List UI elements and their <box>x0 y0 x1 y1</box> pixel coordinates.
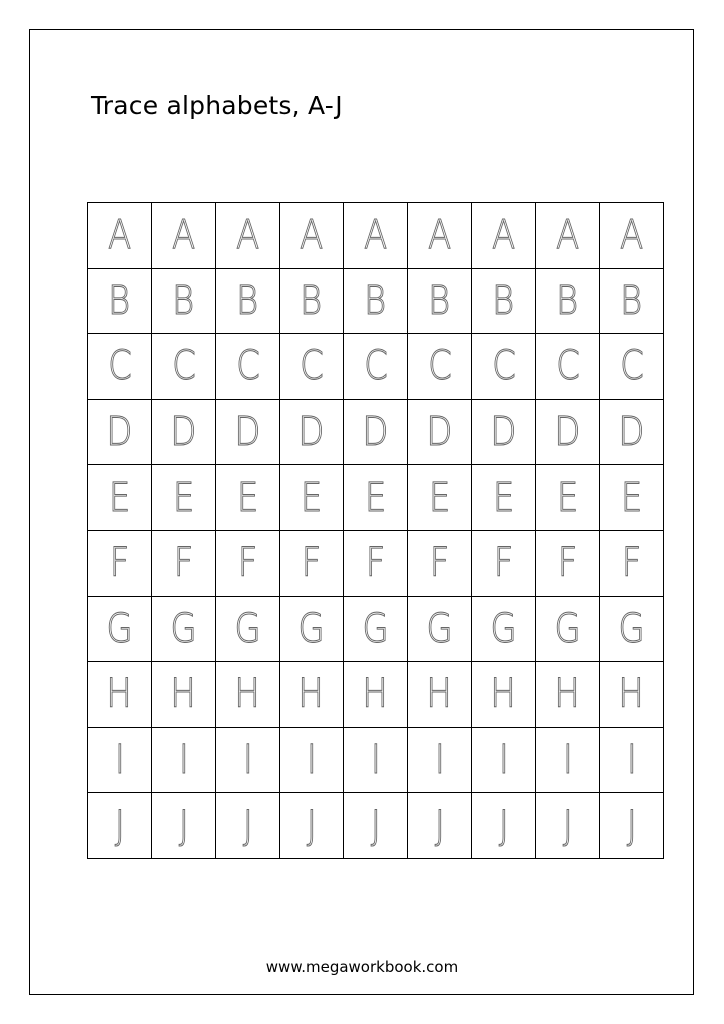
trace-cell <box>88 662 152 728</box>
trace-letter-e: E <box>428 474 451 521</box>
trace-letter-g: G <box>618 605 645 652</box>
trace-letter-e: E <box>236 474 259 521</box>
trace-cell <box>472 597 536 663</box>
trace-cell <box>408 728 472 794</box>
trace-letter-d: D <box>170 409 197 456</box>
trace-letter-i: I <box>498 737 509 784</box>
trace-letter-b: B <box>556 277 579 324</box>
trace-cell <box>280 400 344 466</box>
trace-cell <box>344 597 408 663</box>
trace-cell <box>152 662 216 728</box>
trace-letter-g: G <box>234 605 261 652</box>
trace-cell <box>472 465 536 531</box>
trace-cell <box>152 531 216 597</box>
trace-letter-h: H <box>554 671 581 718</box>
trace-letter-d: D <box>298 409 325 456</box>
trace-cell <box>600 597 664 663</box>
trace-letter-a: A <box>171 212 196 259</box>
trace-cell <box>344 531 408 597</box>
trace-cell <box>216 269 280 335</box>
trace-letter-c: C <box>235 343 260 390</box>
trace-cell <box>344 728 408 794</box>
trace-cell <box>344 269 408 335</box>
trace-letter-f: F <box>365 540 386 587</box>
trace-letter-g: G <box>362 605 389 652</box>
trace-letter-b: B <box>428 277 451 324</box>
trace-letter-d: D <box>618 409 645 456</box>
trace-cell <box>88 597 152 663</box>
trace-cell <box>408 203 472 269</box>
trace-letter-a: A <box>619 212 644 259</box>
trace-letter-f: F <box>429 540 450 587</box>
trace-cell <box>408 662 472 728</box>
trace-letter-h: H <box>298 671 325 718</box>
trace-cell <box>216 334 280 400</box>
trace-letter-j: J <box>178 802 189 849</box>
trace-cell <box>152 597 216 663</box>
trace-letter-e: E <box>364 474 387 521</box>
trace-letter-d: D <box>106 409 133 456</box>
trace-letter-b: B <box>620 277 643 324</box>
trace-letter-i: I <box>178 737 189 784</box>
trace-cell <box>344 400 408 466</box>
trace-letter-e: E <box>172 474 195 521</box>
trace-letter-h: H <box>170 671 197 718</box>
trace-letter-h: H <box>490 671 517 718</box>
trace-cell <box>88 334 152 400</box>
trace-cell <box>472 793 536 859</box>
trace-letter-d: D <box>554 409 581 456</box>
trace-letter-i: I <box>562 737 573 784</box>
trace-cell <box>600 269 664 335</box>
trace-cell <box>408 334 472 400</box>
trace-cell <box>344 662 408 728</box>
trace-letter-a: A <box>491 212 516 259</box>
trace-cell <box>280 662 344 728</box>
trace-cell <box>536 203 600 269</box>
trace-cell <box>536 793 600 859</box>
trace-letter-j: J <box>562 802 573 849</box>
trace-cell <box>216 400 280 466</box>
trace-cell <box>216 793 280 859</box>
trace-letter-e: E <box>108 474 131 521</box>
trace-letter-c: C <box>171 343 196 390</box>
trace-cell <box>216 203 280 269</box>
trace-letter-e: E <box>300 474 323 521</box>
trace-letter-d: D <box>426 409 453 456</box>
trace-letter-g: G <box>298 605 325 652</box>
trace-cell <box>536 269 600 335</box>
trace-letter-b: B <box>236 277 259 324</box>
trace-letter-c: C <box>299 343 324 390</box>
trace-letter-d: D <box>490 409 517 456</box>
trace-cell <box>536 728 600 794</box>
trace-letter-j: J <box>498 802 509 849</box>
trace-cell <box>88 203 152 269</box>
trace-letter-j: J <box>114 802 125 849</box>
trace-cell <box>536 400 600 466</box>
trace-cell <box>280 269 344 335</box>
trace-cell <box>472 400 536 466</box>
trace-cell <box>472 662 536 728</box>
trace-cell <box>536 531 600 597</box>
trace-cell <box>344 203 408 269</box>
trace-letter-e: E <box>492 474 515 521</box>
trace-letter-g: G <box>106 605 133 652</box>
trace-cell <box>472 269 536 335</box>
trace-cell <box>216 597 280 663</box>
trace-letter-d: D <box>234 409 261 456</box>
trace-cell <box>88 531 152 597</box>
trace-letter-a: A <box>235 212 260 259</box>
trace-letter-j: J <box>306 802 317 849</box>
trace-cell <box>536 597 600 663</box>
trace-cell <box>600 662 664 728</box>
trace-cell <box>344 334 408 400</box>
trace-cell <box>408 793 472 859</box>
trace-cell <box>152 269 216 335</box>
trace-cell <box>600 203 664 269</box>
trace-cell <box>600 793 664 859</box>
trace-cell <box>472 334 536 400</box>
trace-cell <box>280 203 344 269</box>
trace-cell <box>216 465 280 531</box>
trace-letter-i: I <box>370 737 381 784</box>
trace-cell <box>536 334 600 400</box>
trace-letter-b: B <box>172 277 195 324</box>
trace-letter-i: I <box>242 737 253 784</box>
trace-letter-j: J <box>370 802 381 849</box>
trace-letter-d: D <box>362 409 389 456</box>
trace-cell <box>280 531 344 597</box>
trace-cell <box>152 465 216 531</box>
trace-cell <box>280 728 344 794</box>
trace-letter-h: H <box>362 671 389 718</box>
trace-letter-i: I <box>626 737 637 784</box>
trace-letter-g: G <box>426 605 453 652</box>
trace-cell <box>152 334 216 400</box>
trace-cell <box>472 203 536 269</box>
trace-cell <box>408 269 472 335</box>
trace-letter-c: C <box>555 343 580 390</box>
trace-cell <box>88 728 152 794</box>
trace-letter-i: I <box>306 737 317 784</box>
trace-letter-j: J <box>242 802 253 849</box>
trace-letter-f: F <box>109 540 130 587</box>
trace-letter-g: G <box>490 605 517 652</box>
trace-letter-e: E <box>620 474 643 521</box>
trace-cell <box>88 465 152 531</box>
trace-letter-a: A <box>427 212 452 259</box>
trace-cell <box>472 728 536 794</box>
trace-cell <box>408 465 472 531</box>
trace-cell <box>88 793 152 859</box>
worksheet-title: Trace alphabets, A-J <box>91 91 343 120</box>
trace-letter-b: B <box>300 277 323 324</box>
trace-letter-a: A <box>555 212 580 259</box>
trace-cell <box>88 269 152 335</box>
trace-letter-h: H <box>618 671 645 718</box>
trace-cell <box>344 465 408 531</box>
trace-letter-a: A <box>107 212 132 259</box>
trace-letter-f: F <box>493 540 514 587</box>
trace-cell <box>536 465 600 531</box>
trace-letter-b: B <box>364 277 387 324</box>
trace-letter-c: C <box>363 343 388 390</box>
trace-cell <box>280 465 344 531</box>
trace-cell <box>280 793 344 859</box>
trace-letter-a: A <box>363 212 388 259</box>
trace-cell <box>280 597 344 663</box>
trace-cell <box>408 531 472 597</box>
website-footer: www.megaworkbook.com <box>265 958 459 976</box>
trace-letter-j: J <box>626 802 637 849</box>
trace-letter-c: C <box>107 343 132 390</box>
trace-cell <box>600 465 664 531</box>
trace-letter-h: H <box>426 671 453 718</box>
trace-letter-h: H <box>234 671 261 718</box>
trace-letter-i: I <box>114 737 125 784</box>
trace-cell <box>600 400 664 466</box>
trace-letter-f: F <box>301 540 322 587</box>
trace-cell <box>152 793 216 859</box>
trace-cell <box>216 662 280 728</box>
trace-letter-b: B <box>492 277 515 324</box>
trace-cell <box>536 662 600 728</box>
trace-cell <box>600 728 664 794</box>
trace-cell <box>152 203 216 269</box>
trace-letter-a: A <box>299 212 324 259</box>
trace-letter-f: F <box>173 540 194 587</box>
trace-cell <box>216 728 280 794</box>
trace-cell <box>216 531 280 597</box>
tracing-grid <box>87 202 664 859</box>
trace-letter-g: G <box>554 605 581 652</box>
trace-letter-j: J <box>434 802 445 849</box>
trace-cell <box>88 400 152 466</box>
trace-letter-c: C <box>619 343 644 390</box>
trace-letter-c: C <box>427 343 452 390</box>
trace-letter-e: E <box>556 474 579 521</box>
trace-cell <box>344 793 408 859</box>
trace-cell <box>600 334 664 400</box>
trace-cell <box>408 597 472 663</box>
trace-letter-i: I <box>434 737 445 784</box>
trace-cell <box>280 334 344 400</box>
trace-letter-g: G <box>170 605 197 652</box>
trace-cell <box>600 531 664 597</box>
trace-letter-b: B <box>108 277 131 324</box>
trace-cell <box>408 400 472 466</box>
trace-cell <box>472 531 536 597</box>
trace-letter-f: F <box>557 540 578 587</box>
trace-letter-f: F <box>621 540 642 587</box>
trace-cell <box>152 728 216 794</box>
trace-letter-c: C <box>491 343 516 390</box>
trace-letter-f: F <box>237 540 258 587</box>
trace-cell <box>152 400 216 466</box>
trace-letter-h: H <box>106 671 133 718</box>
